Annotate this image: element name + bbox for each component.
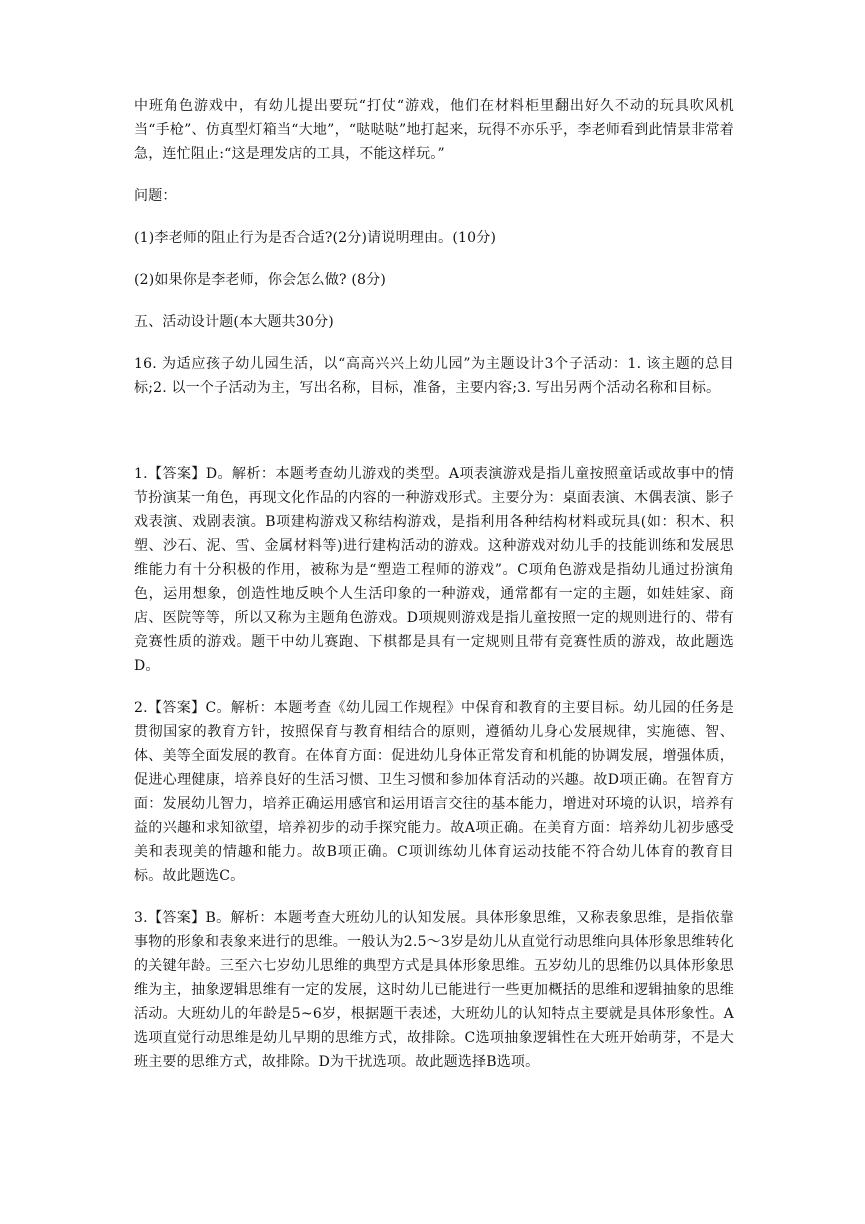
scenario-paragraph: 中班角色游戏中，有幼儿提出要玩“打仗“游戏，他们在材料柜里翻出好久不动的玩具吹风机当“手枪”、仿真型灯箱当“大地”，“哒哒哒”地打起来，玩得不亦乐乎，李老师看到此情景非常着急，连忙阻止:“这是理发店的工具，不能这样玩。” [134, 98, 734, 162]
sub-question-2: (2)如果你是李老师，你会怎么做? (8分) [134, 272, 387, 288]
question-16: 16. 为适应孩子幼儿园生活，以“高高兴兴上幼儿园”为主题设计3个子活动：1. 该主题的总目标;2. 以一个子活动为主，写出名称，目标，准备，主要内容;3. 写出另两个活动名称和目标。 [134, 356, 734, 396]
document-page [134, 94, 734, 1074]
sub-question-1: (1)李老师的阻止行为是否合适?(2分)请说明理由。(10分) [134, 230, 497, 246]
section-five-title: 五、活动设计题(本大题共30分) [134, 314, 334, 330]
answer-1: 1.【答案】D。解析：本题考查幼儿游戏的类型。A项表演游戏是指儿童按照童话或故事中的情节扮演某一角色，再现文化作品的内容的一种游戏形式。主要分为：桌面表演、木偶表演、影子戏表演、戏剧表演。B项建构游戏又称结构游戏，是指利用各种结构材料或玩具(如：积木、积塑、沙石、泥、雪、金属材料等)进行建构活动的游戏。这种游戏对幼儿手的技能训练和发展思维能力有十分积极的作用，被称为是“塑造工程师的游戏”。C项角色游戏是指幼儿通过扮演角色，运用想象，创造性地反映个人生活印象的一种游戏，通常都有一定的主题，如娃娃家、商店、医院等等，所以又称为主题角色游戏。D项规则游戏是指儿童按照一定的规则进行的、带有竞赛性质的游戏。题干中幼儿赛跑、下棋都是具有一定规则且带有竞赛性质的游戏，故此题选D。 [134, 466, 734, 674]
answer-3: 3.【答案】B。解析：本题考查大班幼儿的认知发展。具体形象思维，又称表象思维，是指依靠事物的形象和表象来进行的思维。一般认为2.5～3岁是幼儿从直觉行动思维向具体形象思维转化的关键年龄。三至六七岁幼儿思维的典型方式是具体形象思维。五岁幼儿的思维仍以具体形象思维为主，抽象逻辑思维有一定的发展，这时幼儿已能进行一些更加概括的思维和逻辑抽象的思维活动。大班幼儿的年龄是5~6岁，根据题干表述，大班幼儿的认知特点主要就是具体形象性。A选项直觉行动思维是幼儿早期的思维方式，故排除。C选项抽象逻辑性在大班开始萌芽，不是大班主要的思维方式，故排除。D为干扰选项。故此题选择B选项。 [134, 910, 734, 1070]
question-label: 问题： [134, 188, 177, 204]
answer-2: 2.【答案】C。解析：本题考查《幼儿园工作规程》中保育和教育的主要目标。幼儿园的任务是贯彻国家的教育方针，按照保育与教育相结合的原则，遵循幼儿身心发展规律，实施德、智、体、美等全面发展的教育。在体育方面：促进幼儿身体正常发育和机能的协调发展，增强体质，促进心理健康，培养良好的生活习惯、卫生习惯和参加体育活动的兴趣。故D项正确。在智育方面：发展幼儿智力，培养正确运用感官和运用语言交往的基本能力，增进对环境的认识，培养有益的兴趣和求知欲望，培养初步的动手探究能力。故A项正确。在美育方面：培养幼儿初步感受美和表现美的情趣和能力。故B项正确。C项训练幼儿体育运动技能不符合幼儿体育的教育目标。故此题选C。 [134, 700, 734, 884]
